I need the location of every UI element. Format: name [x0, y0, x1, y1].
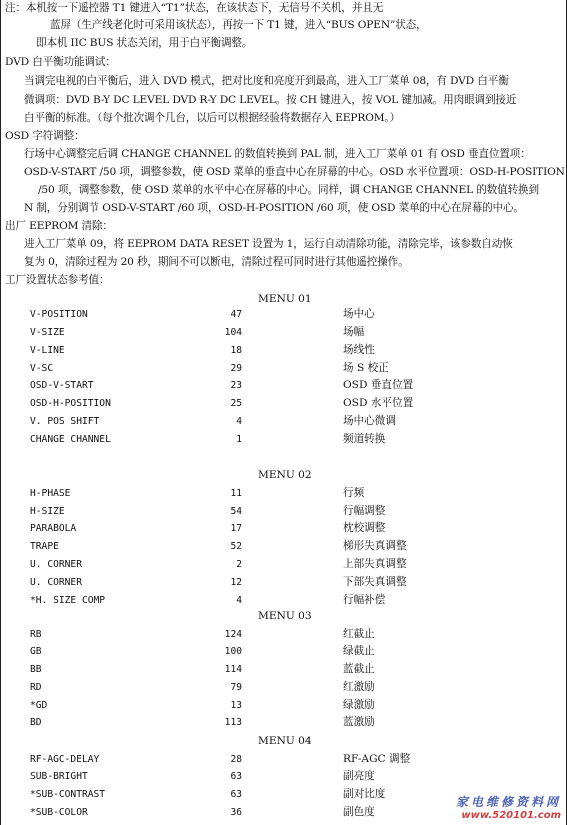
table-row [0, 661, 567, 678]
table-row [0, 626, 567, 643]
param-value: 79 [230, 682, 242, 693]
param-desc: 梯形失真调整 [343, 540, 407, 552]
param-desc: 枕校调整 [343, 522, 386, 534]
note-line: 复为 0，清除过程为 20 秒，期间不可以断电，清除过程可同时进行其他遥控操作。 [24, 256, 409, 268]
param-name: SUB-BRIGHT [30, 771, 88, 782]
param-name: OSD-V-START [30, 380, 94, 391]
param-name: RB [30, 629, 42, 640]
param-desc: 副亮度 [343, 770, 375, 782]
param-value: 114 [224, 664, 242, 675]
param-desc: 场幅 [343, 326, 365, 338]
param-name: *H. SIZE COMP [30, 595, 106, 606]
table-row [0, 377, 567, 394]
param-desc: 场 S 校正 [343, 362, 389, 374]
watermark-url: www.520101.com [461, 810, 561, 821]
table-row [0, 413, 567, 430]
param-desc: 红截止 [343, 628, 375, 640]
table-row [0, 431, 567, 448]
param-desc: OSD 水平位置 [343, 397, 414, 409]
param-name: RF-AGC-DELAY [30, 754, 100, 765]
param-name: U. CORNER [30, 559, 82, 570]
section-heading: OSD 字符调整： [5, 130, 85, 142]
note-line: /50 项，调整参数，使 OSD 菜单的水平中心在屏幕的中心。同样，调 CHANGE CHANNEL 的数值转换到 [38, 184, 539, 196]
param-value: 23 [230, 380, 242, 391]
table-row [0, 395, 567, 412]
param-value: 11 [230, 488, 242, 499]
param-desc: 下部失真调整 [343, 576, 407, 588]
table-row [0, 643, 567, 660]
table-row [0, 503, 567, 520]
param-value: 36 [230, 807, 242, 818]
param-name: V-LINE [30, 345, 65, 356]
param-desc: 场线性 [343, 344, 375, 356]
param-name: RD [30, 682, 42, 693]
param-value: 18 [230, 345, 242, 356]
table-row [0, 360, 567, 377]
table-row [0, 574, 567, 591]
param-value: 63 [230, 789, 242, 800]
param-value: 4 [236, 595, 242, 606]
param-name: *SUB-CONTRAST [30, 789, 106, 800]
param-name: BD [30, 717, 42, 728]
param-name: V. POS SHIFT [30, 416, 100, 427]
note-line: 即本机 IIC BUS 状态关闭，用于白平衡调整。 [36, 37, 253, 49]
param-name: GB [30, 646, 42, 657]
param-value: 54 [230, 506, 242, 517]
section-heading: 出厂 EEPROM 清除： [5, 220, 113, 232]
section-heading: 工厂设置状态参考值： [5, 274, 110, 286]
param-value: 47 [230, 309, 242, 320]
param-value: 17 [230, 523, 242, 534]
note-line: OSD-V-START /50 项，调整参数，使 OSD 菜单的垂直中心在屏幕的中心。OSD 水平位置项：OSD-H-POSITION [24, 166, 565, 178]
param-name: TRAPE [30, 541, 59, 552]
note-line: 白平衡的标准。（每个批次调个几台，以后可以根据经验将数据存入 EEPROM。） [24, 112, 401, 124]
param-desc: 场中心 [343, 308, 375, 320]
param-desc: 蓝激励 [343, 716, 375, 728]
table-row [0, 306, 567, 323]
param-desc: 副对比度 [343, 788, 386, 800]
table-row [0, 697, 567, 714]
param-desc: 蓝截止 [343, 663, 375, 675]
param-name: CHANGE CHANNEL [30, 434, 111, 445]
table-row [0, 751, 567, 768]
table-row [0, 342, 567, 359]
note-line: 注：本机按一下遥控器 T1 键进入“T1”状态，在该状态下，无信号不关机，并且无 [5, 2, 384, 14]
table-row [0, 485, 567, 502]
param-name: H-SIZE [30, 506, 65, 517]
param-value: 25 [230, 398, 242, 409]
note-line: 行场中心调整完后调 CHANGE CHANNEL 的数值转换到 PAL 制，进入工厂菜单 01 有 OSD 垂直位置项： [24, 148, 531, 160]
param-value: 113 [224, 717, 242, 728]
param-desc: 行幅补偿 [343, 594, 386, 606]
param-desc: 绿激励 [343, 699, 375, 711]
table-row [0, 556, 567, 573]
param-desc: 副色度 [343, 806, 375, 818]
param-value: 29 [230, 363, 242, 374]
site-watermark [456, 793, 561, 821]
menu-title: MENU 02 [258, 469, 312, 481]
note-line: 蓝屏（生产线老化时可采用该状态），再按一下 T1 键，进入“BUS OPEN”状态， [50, 19, 427, 31]
param-desc: 绿截止 [343, 645, 375, 657]
menu-title: MENU 03 [258, 610, 312, 622]
param-desc: 行频 [343, 487, 365, 499]
param-value: 4 [236, 416, 242, 427]
param-name: PARABOLA [30, 523, 77, 534]
table-row [0, 592, 567, 609]
param-value: 63 [230, 771, 242, 782]
param-name: BB [30, 664, 42, 675]
param-value: 104 [224, 327, 242, 338]
param-name: V-SIZE [30, 327, 65, 338]
param-name: V-POSITION [30, 309, 88, 320]
param-value: 52 [230, 541, 242, 552]
param-name: U. CORNER [30, 577, 82, 588]
table-row [0, 768, 567, 785]
param-name: *SUB-COLOR [30, 807, 88, 818]
note-line: 微调项：DVD B-Y DC LEVEL DVD R-Y DC LEVEL。按 CH 键进入，按 VOL 键加减。用肉眼调到接近 [24, 94, 517, 106]
param-name: *GD [30, 700, 48, 711]
table-row [0, 714, 567, 731]
param-desc: 行幅调整 [343, 505, 386, 517]
param-desc: 上部失真调整 [343, 558, 407, 570]
param-desc: RF-AGC 调整 [343, 753, 411, 765]
watermark-title: 家电维修资料网 [455, 795, 561, 809]
param-desc: 红激励 [343, 681, 375, 693]
table-row [0, 538, 567, 555]
param-name: OSD-H-POSITION [30, 398, 111, 409]
param-desc: 场中心微调 [343, 415, 396, 427]
param-desc: 频道转换 [343, 433, 386, 445]
table-row [0, 679, 567, 696]
param-value: 124 [224, 629, 242, 640]
table-row [0, 324, 567, 341]
menu-title: MENU 04 [258, 735, 312, 747]
note-line: 当调完电视的白平衡后，进入 DVD 模式，把对比度和亮度开到最高，进入工厂菜单 08，有 DVD 白平衡 [24, 75, 509, 87]
note-line: N 制，分别调节 OSD-V-START /60 项，OSD-H-POSITION /60 项，使 OSD 菜单的中心在屏幕的中心。 [24, 202, 524, 214]
param-name: H-PHASE [30, 488, 71, 499]
param-value: 13 [230, 700, 242, 711]
menu-title: MENU 01 [258, 293, 312, 305]
param-value: 12 [230, 577, 242, 588]
param-value: 2 [236, 559, 242, 570]
param-value: 100 [224, 646, 242, 657]
section-heading: DVD 白平衡功能调试： [5, 56, 116, 68]
table-row [0, 520, 567, 537]
param-value: 1 [236, 434, 242, 445]
note-line: 进入工厂菜单 09，将 EEPROM DATA RESET 设置为 1，运行自动清除功能，清除完毕，该参数自动恢 [24, 238, 513, 250]
param-desc: OSD 垂直位置 [343, 379, 414, 391]
param-name: V-SC [30, 363, 54, 374]
param-value: 28 [230, 754, 242, 765]
